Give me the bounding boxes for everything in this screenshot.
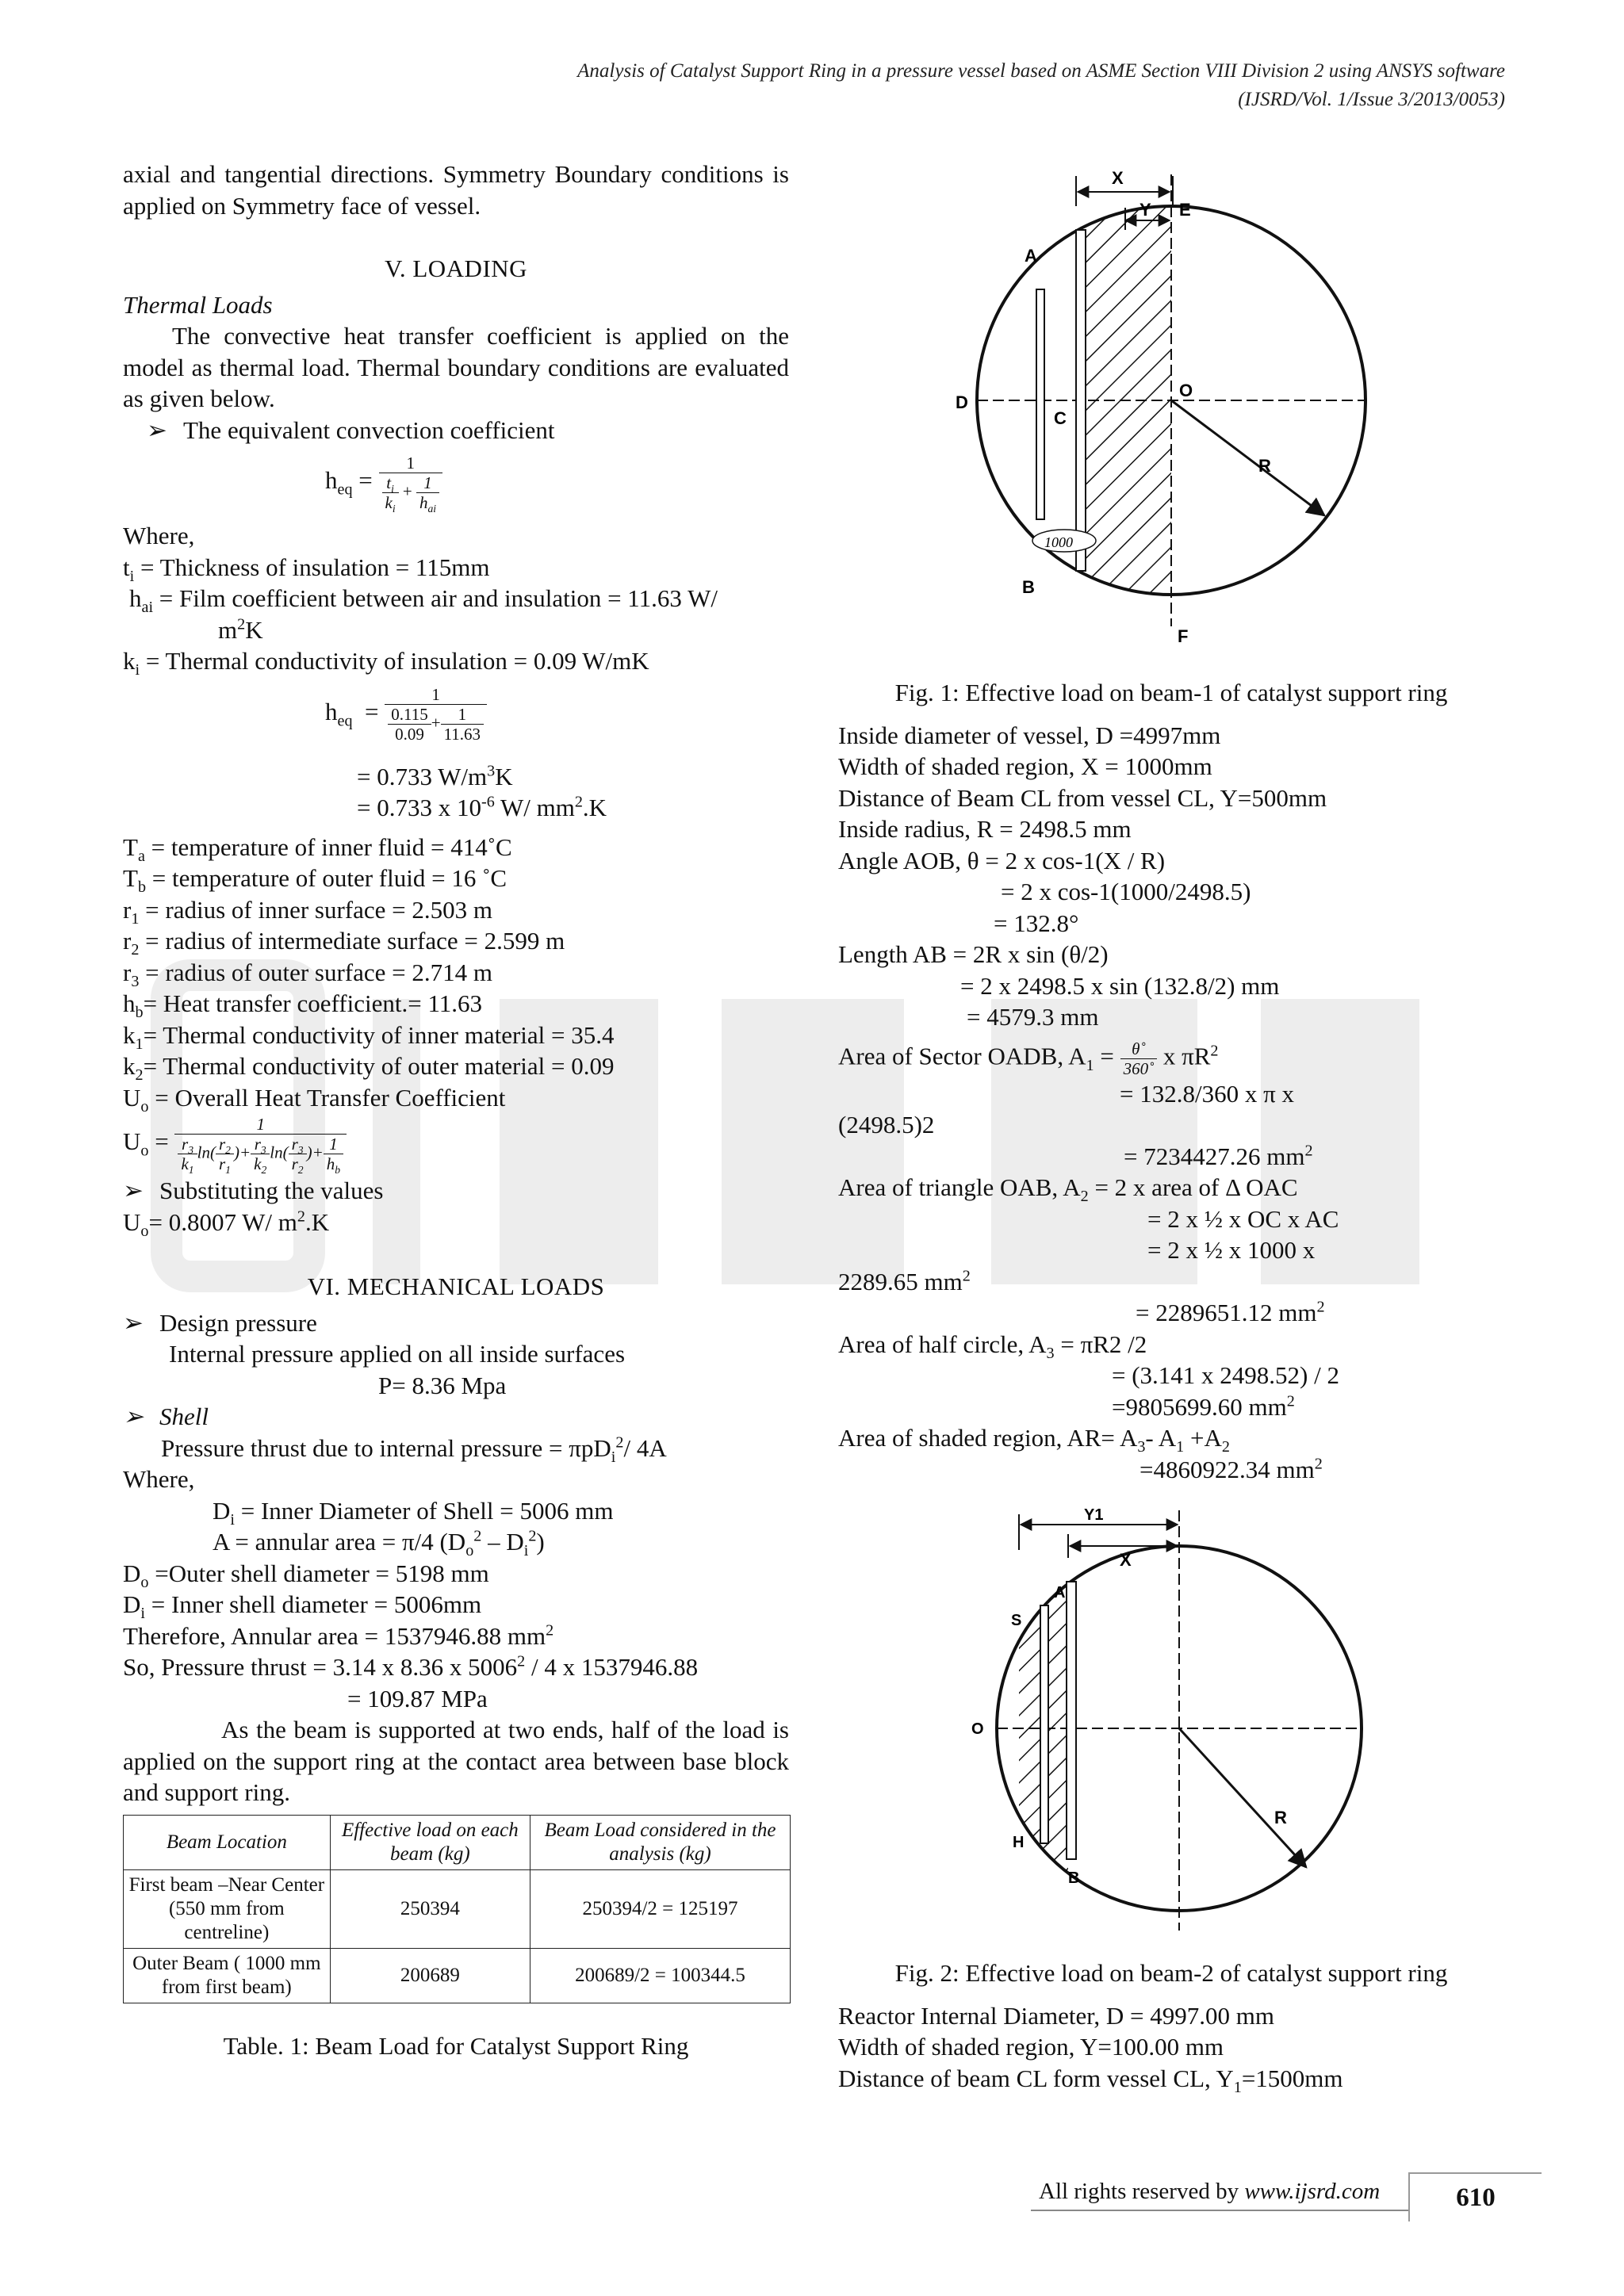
footer-rule	[1031, 2210, 1408, 2211]
header-citation: (IJSRD/Vol. 1/Issue 3/2013/0053)	[1238, 89, 1505, 110]
r2-definition: $r_2$ = radius of intermediate surface = 2.599 m	[123, 927, 565, 959]
internal-pressure-text: Internal pressure applied on all inside surfaces	[169, 1340, 626, 1368]
calc-line: Area of half circle, $A_3 = \pi R2$ /2	[838, 1330, 1147, 1362]
calc-line: = 2289651.12 $mm^2$	[1136, 1298, 1325, 1326]
calc-line: Inside diameter of vessel, D =4997mm	[838, 721, 1221, 749]
table-cell: Outer Beam ( 1000 mm from first beam)	[124, 1948, 331, 2003]
fig2-label: O	[971, 1720, 984, 1738]
bullet-equivalent-coefficient: ➢ The equivalent convection coefficient	[123, 415, 789, 446]
fig1-label: O	[1179, 381, 1193, 400]
calc-line: = (3.141 x 2498.52) / 2	[1112, 1361, 1339, 1389]
table-row	[124, 1869, 791, 1948]
bullet-design-pressure: ➢ Design pressure	[123, 1307, 789, 1339]
heq-substituted: $h_{eq}$ = 1 $\frac{0.115}{0.09}$ + $\frac{1}{11.63}$	[123, 685, 789, 744]
right-column	[838, 159, 1504, 2094]
footer-link[interactable]: www.ijsrd.com	[1244, 2179, 1381, 2204]
left-column	[123, 159, 789, 2061]
fig1-label: Y	[1139, 200, 1151, 220]
table-cell: 200689	[330, 1948, 530, 2003]
table-cell: 200689/2 = 100344.5	[530, 1948, 791, 2003]
calc-line: = 7234427.26 $mm^2$	[1124, 1142, 1313, 1170]
beam-paragraph: As the beam is supported at two ends, half of the load is applied on the support ring at the contact area between base block and support ring.	[123, 1716, 789, 1806]
heq-value-1: = 0.733 $W/m^3K$	[357, 762, 513, 790]
ki-definition: $k_i$ = Thermal conductivity of insulation = 0.09 W/mK	[123, 647, 649, 679]
thermal-paragraph: The convective heat transfer coefficient is applied on the model as thermal load. Thermal boundary conditions are evaluated as given below.	[123, 322, 789, 412]
hai-definition: $h_{ai}$ = Film coefficient between air and insulation = 11.63 W/	[129, 584, 718, 617]
figure-1-diagram	[917, 159, 1425, 666]
annular-area: Therefore, Annular area = 1537946.88 $mm^2$	[123, 1621, 554, 1650]
table-cell: 250394/2 = 125197	[530, 1869, 791, 1948]
calc-line: =9805699.60 $mm^2$	[1112, 1392, 1295, 1421]
di-definition: $D_i$ = Inner Diameter of Shell = 5006 mm	[213, 1496, 614, 1529]
k2-definition: $k_2=$ Thermal conductivity of outer material = 0.09	[123, 1052, 615, 1085]
fig1-label: A	[1025, 246, 1037, 266]
thermal-loads-heading: Thermal Loads	[123, 290, 273, 319]
table-header-cell: Beam Location	[124, 1815, 331, 1869]
calc-line: Angle AOB, θ = 2 x cos-1(X / R)	[838, 846, 1166, 874]
fig2-label: X	[1120, 1550, 1132, 1570]
fig1-label: C	[1054, 408, 1067, 428]
fig1-label: D	[956, 392, 968, 412]
tb-definition: $T_b$ = temperature of outer fluid = 16 ˚C	[123, 864, 508, 897]
calc-line: Width of shaded region, Y=100.00 mm	[838, 2033, 1224, 2061]
section-5-heading: V. LOADING	[384, 254, 528, 282]
pressure-thrust-value: = 109.87 MPa	[347, 1684, 488, 1712]
calc-line: Area of triangle OAB, $A_2 = 2$ x area of Δ OAC	[838, 1173, 1298, 1206]
fig1-label: F	[1178, 626, 1189, 646]
heq-formula: $h_{eq}$ = 1 $\frac{t_i}{k_i}$ + $\frac{1}{h_{ai}}$	[123, 453, 789, 512]
fig1-label: 1000	[1044, 534, 1073, 550]
calc-line: Area of shaded region, $AR= A_3-$ $A_1 +A_2$	[838, 1424, 1230, 1456]
pressure-thrust: So, Pressure thrust = 3.14 x 8.36 x 5006$^2$ / 4 x 1537946.88	[123, 1652, 699, 1681]
calc-line: 2289.65 $mm^2$	[838, 1267, 971, 1295]
table-row	[124, 1948, 791, 2003]
do-definition: $D_o$ =Outer shell diameter = 5198 mm	[123, 1559, 489, 1591]
table-caption: Table. 1: Beam Load for Catalyst Support Ring	[223, 2031, 689, 2060]
uo-value: $U_o= 0.8007$ W/ $m^2.K$	[123, 1207, 330, 1240]
fig1-label: R	[1258, 456, 1271, 476]
table-header-cell: Beam Load considered in the analysis (kg)	[530, 1815, 791, 1869]
pressure-value: P= 8.36 Mpa	[378, 1371, 507, 1399]
thrust-formula: Pressure thrust due to internal pressure = πpD$_i^2$/ 4A	[161, 1433, 667, 1466]
table-header-row	[124, 1815, 791, 1869]
calc-line: Width of shaded region, X = 1000mm	[838, 752, 1212, 780]
calc-line: = 2 x 2498.5 x sin (132.8/2) mm	[960, 971, 1280, 1000]
calc-line: = 4579.3 mm	[967, 1003, 1099, 1031]
fig2-label: A	[1054, 1584, 1066, 1601]
figure-1-caption: Fig. 1: Effective load on beam-1 of catalyst support ring	[894, 679, 1448, 706]
di2-definition: $D_i$ = Inner shell diameter = 5006mm	[123, 1590, 482, 1623]
heq-value-2: = 0.733 x $10^{-6}$ W/ $mm^2.K$	[357, 793, 607, 821]
intro-paragraph: axial and tangential directions. Symmetry Boundary conditions is applied on Symmetry face of vessel.	[123, 160, 789, 220]
running-header	[577, 57, 1505, 114]
calc-line: =4860922.34 $mm^2$	[1139, 1455, 1323, 1483]
fig2-label: H	[1013, 1834, 1025, 1851]
fig2-label: B	[1068, 1869, 1080, 1887]
table-cell: First beam –Near Center (550 mm from centreline)	[124, 1869, 331, 1948]
bullet-substituting: ➢ Substituting the values	[123, 1175, 789, 1207]
calc-line: Area of Sector OADB, $A_1$ = $\frac{\theta˚}{360˚}$ x $\pi R^2$	[838, 1039, 1219, 1078]
where-label: Where,	[123, 522, 195, 549]
ta-definition: $T_a$ = temperature of inner fluid = 414˚C	[123, 832, 512, 865]
footer-text: All rights reserved by	[1039, 2179, 1245, 2204]
section-6-heading: VI. MECHANICAL LOADS	[307, 1272, 605, 1300]
fig1-label: B	[1022, 577, 1035, 597]
page-number: 610	[1408, 2172, 1542, 2221]
calc-line: Reactor Internal Diameter, D = 4997.00 mm	[838, 2001, 1274, 2030]
calc-line: Distance of Beam CL from vessel CL, Y=500mm	[838, 783, 1327, 812]
calc-line: = 2 x ½ x OC x AC	[1147, 1204, 1339, 1233]
calc-line: Distance of beam CL form vessel CL, $Y_1=1500mm$	[838, 2064, 1343, 2096]
footer-copyright	[1039, 2179, 1380, 2205]
figure-2-caption: Fig. 2: Effective load on beam-2 of catalyst support ring	[894, 1959, 1448, 1987]
fig2-label: S	[1011, 1612, 1022, 1629]
where-label-2: Where,	[123, 1465, 195, 1493]
table-header-cell: Effective load on each beam (kg)	[330, 1815, 530, 1869]
calc-line: = 132.8/360 x π x	[1120, 1079, 1294, 1108]
figure-2-diagram	[917, 1502, 1425, 1946]
beam-load-table	[123, 1815, 791, 2003]
calc-line: = 132.8°	[994, 909, 1079, 937]
fig1-label: X	[1112, 168, 1124, 188]
header-title: Analysis of Catalyst Support Ring in a pressure vessel based on ASME Section VIII Division 2 using ANSYS software	[577, 60, 1505, 82]
calc-line: Length AB = 2R x sin (θ/2)	[838, 940, 1109, 968]
calc-line: Inside radius, R = 2498.5 mm	[838, 815, 1132, 843]
calc-line: = 2 x cos-1(1000/2498.5)	[1001, 878, 1251, 905]
calc-line: (2498.5)2	[838, 1111, 935, 1138]
uo-formula: $U_o$ = 1 $\frac{r_3}{k_1}$ ln( $\frac{r_2}{r_1}$ )+ $\frac{r_3}{k_2}$ ln( $\frac{r_3}{r_2}$ )+ $\frac{1}{h_b}$	[123, 1115, 789, 1173]
r3-definition: $r_3$ = radius of outer surface = 2.714 m	[123, 958, 493, 990]
fig2-label: R	[1274, 1808, 1287, 1827]
hai-unit: $m^2K$	[218, 615, 263, 644]
hb-definition: $h_b=$ Heat transfer coefficient.= 11.63	[123, 989, 483, 1022]
fig2-label: Y1	[1084, 1506, 1104, 1524]
uo-definition: $U_o$ = Overall Heat Transfer Coefficient	[123, 1083, 506, 1115]
bullet-shell: ➢ Shell	[123, 1401, 789, 1433]
ti-definition: $t_i$ = Thickness of insulation = 115mm	[123, 553, 490, 585]
a-definition: A = annular area = π/4 $(D_o^2 - D_i^2)$	[213, 1527, 545, 1560]
r1-definition: $r_1$ = radius of inner surface = 2.503 m	[123, 895, 493, 928]
fig1-label: E	[1179, 200, 1191, 220]
k1-definition: $k_1=$ Thermal conductivity of inner material = 35.4	[123, 1020, 615, 1053]
calc-line: = 2 x ½ x 1000 x	[1147, 1236, 1316, 1264]
table-cell: 250394	[330, 1869, 530, 1948]
